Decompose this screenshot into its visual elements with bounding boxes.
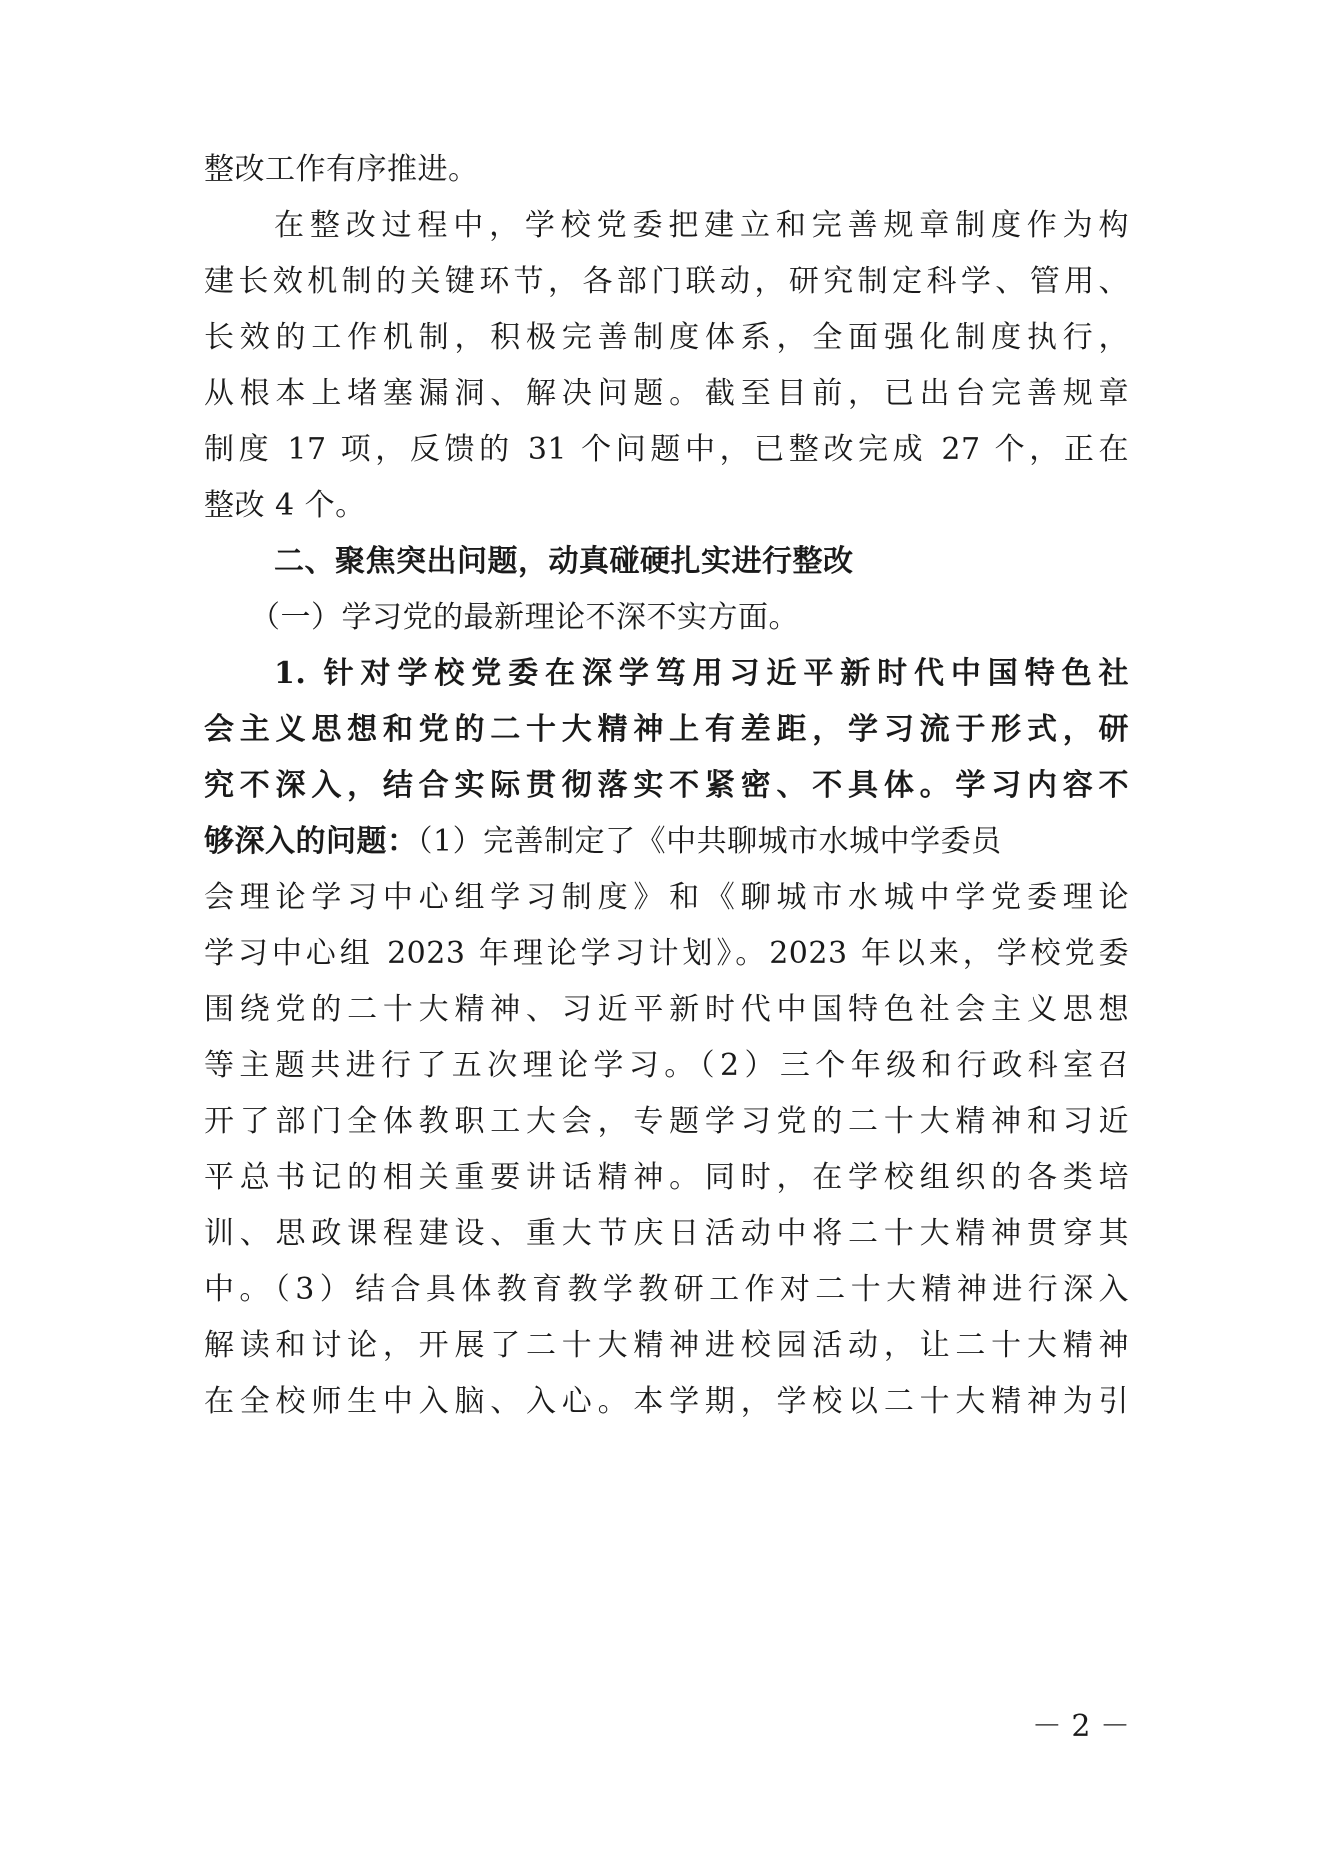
paragraph-line: 长效的工作机制，积极完善制度体系，全面强化制度执行，	[204, 320, 1129, 355]
item-heading-line: 会主义思想和党的二十大精神上有差距，学习流于形式，研	[204, 712, 1129, 747]
paragraph-line: 整改工作有序推进。	[204, 152, 479, 187]
paragraph-line: 制度 17 项，反馈的 31 个问题中，已整改完成 27 个，正在	[204, 432, 1129, 467]
item-body-start: （1）完善制定了《中共聊城市水城中学委员	[417, 824, 1002, 859]
paragraph-line: 训、思政课程建设、重大节庆日活动中将二十大精神贯穿其	[204, 1216, 1129, 1251]
page-number: － 2 －	[1031, 1709, 1130, 1744]
paragraph-line: 从根本上堵塞漏洞、解决问题。截至目前，已出台完善规章	[204, 376, 1129, 411]
paragraph-line: 建长效机制的关键环节，各部门联动，研究制定科学、管用、	[204, 264, 1129, 299]
item-heading-line: 究不深入，结合实际贯彻落实不紧密、不具体。学习内容不	[204, 768, 1129, 803]
paragraph-line: 会理论学习中心组学习制度》和《聊城市水城中学党委理论	[204, 880, 1129, 915]
subsection-heading: （一）学习党的最新理论不深不实方面。	[250, 600, 799, 635]
item-heading-line: 1. 针对学校党委在深学笃用习近平新时代中国特色社	[274, 656, 1129, 691]
paragraph-line: 围绕党的二十大精神、习近平新时代中国特色社会主义思想	[204, 992, 1129, 1027]
paragraph-line: 在全校师生中入脑、入心。本学期，学校以二十大精神为引	[204, 1384, 1129, 1419]
paragraph-line: 整改 4 个。	[204, 488, 366, 523]
paragraph-line: 学习中心组 2023 年理论学习计划》。2023 年以来，学校党委	[204, 936, 1129, 971]
paragraph-line: 平总书记的相关重要讲话精神。同时，在学校组织的各类培	[204, 1160, 1129, 1195]
paragraph-line: 中。（3）结合具体教育教学教研工作对二十大精神进行深入	[204, 1272, 1129, 1307]
paragraph-line: 等主题共进行了五次理论学习。（2）三个年级和行政科室召	[204, 1048, 1129, 1083]
paragraph-line: 在整改过程中，学校党委把建立和完善规章制度作为构	[274, 208, 1129, 243]
paragraph-line	[204, 822, 1129, 862]
paragraph-line: 解读和讨论，开展了二十大精神进校园活动，让二十大精神	[204, 1328, 1129, 1363]
item-heading-tail: 够深入的问题：	[204, 824, 418, 859]
section-heading: 二、聚焦突出问题，动真碰硬扎实进行整改	[274, 544, 854, 579]
paragraph-line: 开了部门全体教职工大会，专题学习党的二十大精神和习近	[204, 1104, 1129, 1139]
